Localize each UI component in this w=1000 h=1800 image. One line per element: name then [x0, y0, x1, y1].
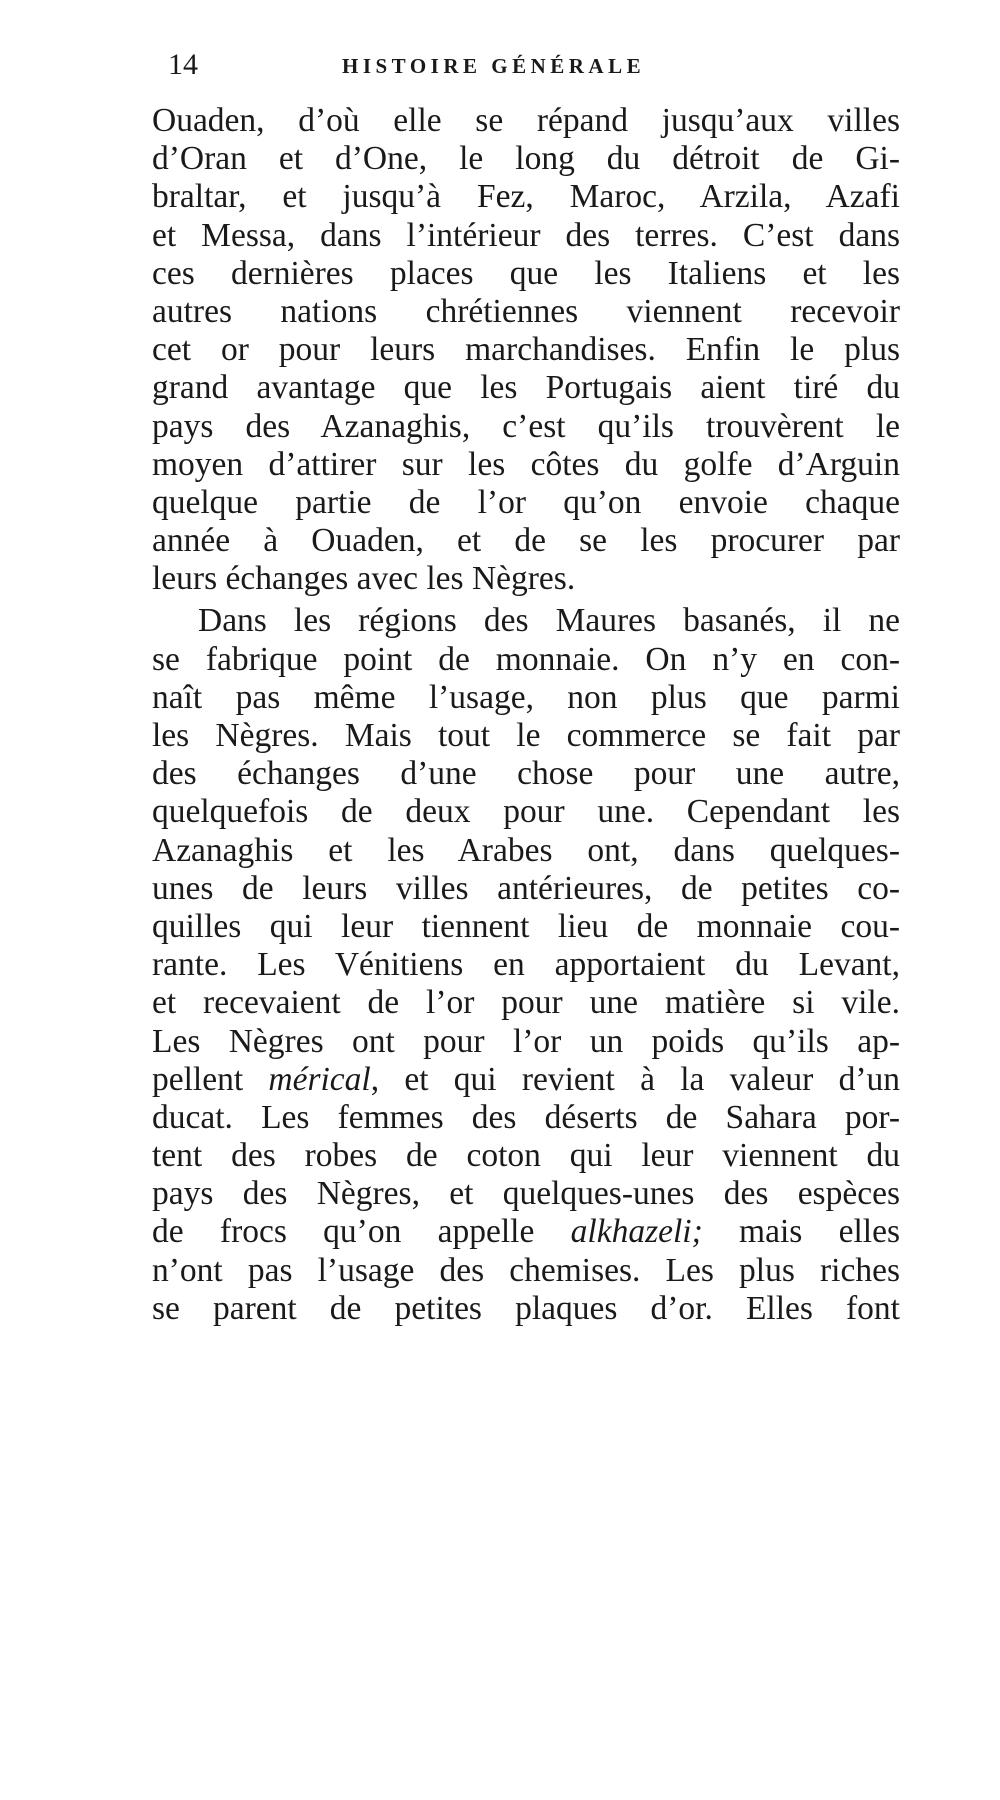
text-line-with-italic [152, 1213, 900, 1251]
text-line: d’Oran et d’One, le long du détroit de Gi- [152, 140, 900, 178]
page-number: 14 [168, 48, 198, 81]
text-line-with-italic [152, 1061, 900, 1099]
text-line: Azanaghis et les Arabes ont, dans quelques- [152, 831, 900, 869]
book-page [152, 48, 900, 1328]
text-line: leurs échanges avec les Nègres. [152, 560, 576, 598]
text-line: se fabrique point de monnaie. On n’y en con- [152, 640, 900, 678]
text-line: année à Ouaden, et de se les procurer par [152, 522, 900, 560]
text-fragment: , et qui revient à la valeur d’un [370, 1060, 900, 1098]
text-line: quelque partie de l’or qu’on envoie chaque [152, 483, 900, 521]
text-line: les Nègres. Mais tout le commerce se fait par [152, 717, 900, 754]
text-line: se parent de petites plaques d’or. Elles font [152, 1289, 900, 1327]
text-fragment: pellent [152, 1060, 269, 1098]
text-line: ducat. Les femmes des déserts de Sahara por- [152, 1098, 900, 1136]
text-line: grand avantage que les Portugais aient tiré du [152, 369, 900, 407]
text-line: autres nations chrétiennes viennent recevoir [152, 292, 900, 330]
text-line: pays des Nègres, et quelques-unes des espèces [152, 1175, 900, 1213]
italic-term-alkhazeli: alkhazeli; [570, 1213, 703, 1251]
text-line: braltar, et jusqu’à Fez, Maroc, Arzila, Azafi [152, 178, 900, 216]
text-line: n’ont pas l’usage des chemises. Les plus riches [152, 1251, 900, 1289]
text-line: et recevaient de l’or pour une matière si vile. [152, 984, 900, 1022]
paragraph-2 [152, 602, 900, 1328]
text-line: des échanges d’une chose pour une autre, [152, 755, 900, 793]
text-line: tent des robes de coton qui leur viennent du [152, 1137, 900, 1175]
text-line: quilles qui leur tiennent lieu de monnaie cou- [152, 907, 900, 945]
text-line: Les Nègres ont pour l’or un poids qu’ils ap- [152, 1022, 900, 1060]
text-line: Ouaden, d’où elle se répand jusqu’aux villes [152, 102, 900, 139]
text-line: quelquefois de deux pour une. Cependant les [152, 793, 900, 831]
text-line: cet or pour leurs marchandises. Enfin le plus [152, 331, 900, 369]
text-line: Dans les régions des Maures basanés, il ne [198, 602, 900, 640]
text-fragment: de frocs qu’on appelle [152, 1213, 571, 1251]
text-line: naît pas même l’usage, non plus que parmi [152, 678, 900, 716]
text-line: ces dernières places que les Italiens et les [152, 254, 900, 292]
text-line: et Messa, dans l’intérieur des terres. C’est dans [152, 216, 900, 254]
text-line: unes de leurs villes antérieures, de petites co- [152, 869, 900, 907]
text-line: moyen d’attirer sur les côtes du golfe d’Arguin [152, 445, 900, 483]
paragraph-1 [152, 102, 900, 598]
text-fragment: mais elles [702, 1213, 900, 1251]
italic-term-merical: mérical [268, 1060, 371, 1098]
text-line: rante. Les Vénitiens en apportaient du Levant, [152, 946, 900, 984]
running-head [152, 48, 900, 88]
running-title: HISTOIRE GÉNÉRALE [342, 54, 646, 78]
text-line: pays des Azanaghis, c’est qu’ils trouvèrent le [152, 407, 900, 445]
